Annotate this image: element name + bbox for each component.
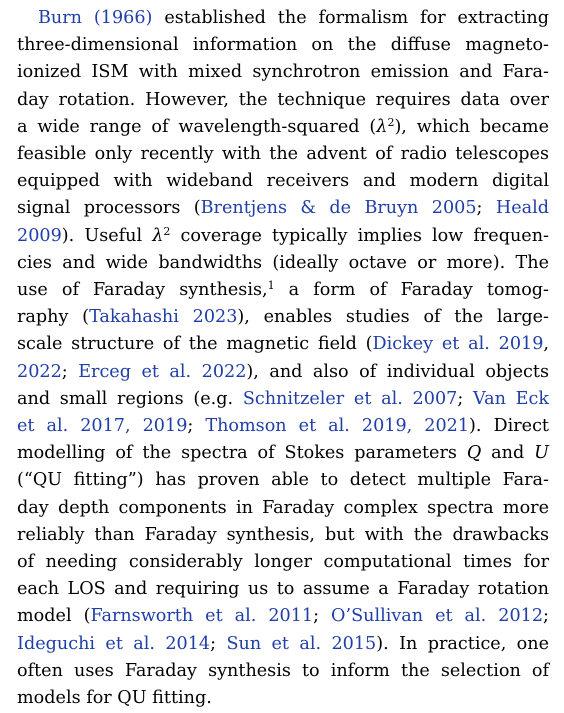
text-run: , <box>543 334 549 355</box>
text-line <box>17 576 549 603</box>
text-line <box>17 413 549 440</box>
text-run: raphy ( <box>17 307 90 328</box>
citation-link[interactable]: O’Sullivan et al. 2012 <box>331 606 544 627</box>
superscript[interactable]: 1 <box>267 278 275 292</box>
text-run: ). Direct <box>469 416 549 436</box>
text-line <box>17 522 549 549</box>
text-line <box>17 59 549 86</box>
citation-link[interactable]: Burn (1966) <box>38 8 153 28</box>
text-line <box>17 32 549 59</box>
text-line <box>17 495 549 522</box>
text-run: coverage typically implies low frequen- <box>170 225 549 246</box>
text-run: modelling of the spectra of Stokes parameters <box>17 443 467 464</box>
text-run: ; <box>543 606 549 627</box>
text-run: (“QU fitting”) has proven able to detect multiple Fara- <box>17 470 549 491</box>
text-line <box>17 114 549 141</box>
text-run: three-dimensional information on the diffuse magneto- <box>17 35 549 56</box>
citation-link[interactable]: Sun et al. 2015 <box>226 633 377 654</box>
text-line <box>17 685 549 712</box>
text-run: each LOS and requiring us to assume a Faraday rotation <box>17 579 549 600</box>
text-line <box>17 467 549 494</box>
text-run: ), and also of individual objects <box>246 361 549 382</box>
text-line <box>17 631 549 658</box>
text-line <box>17 304 549 331</box>
text-run: ), which became <box>394 116 549 137</box>
text-run: of needing considerably longer computational times for <box>17 552 549 572</box>
text-line <box>17 223 549 250</box>
text-run: equipped with wideband receivers and modern digital <box>17 171 549 192</box>
text-line <box>17 87 549 114</box>
text-run: use of Faraday synthesis, <box>17 280 268 300</box>
text-run: ; <box>313 606 332 627</box>
citation-link[interactable]: 2022 <box>17 361 62 382</box>
citation-link[interactable]: Takahashi 2023 <box>89 307 238 328</box>
citation-link[interactable]: Farnsworth et al. 2011 <box>90 606 314 627</box>
text-run: ionized ISM with mixed synchrotron emission and Fara- <box>17 62 549 83</box>
math-symbol: Q <box>466 443 482 464</box>
text-run: ). Useful <box>61 225 153 246</box>
text-run: established the formalism for extracting <box>152 8 549 28</box>
citation-link[interactable]: Thomson et al. 2019, 2021 <box>205 416 470 436</box>
text-run: models for QU fitting. <box>17 688 212 708</box>
citation-link[interactable]: Brentjens & de Bruyn 2005 <box>200 198 477 219</box>
text-run: ; <box>61 361 79 382</box>
math-symbol: U <box>534 443 549 464</box>
citation-link[interactable]: Van Eck <box>473 388 549 409</box>
text-line <box>17 440 549 467</box>
text-run: ), enables studies of the large- <box>237 307 550 328</box>
citation-link[interactable]: Schnitzeler et al. 2007 <box>242 388 458 409</box>
text-run: signal processors ( <box>17 198 201 219</box>
citation-link[interactable]: Erceg et al. 2022 <box>78 361 247 382</box>
text-run: and small regions (e.g. <box>17 388 243 409</box>
text-line <box>17 277 549 304</box>
citation-link[interactable]: et al. 2017, 2019 <box>17 416 188 436</box>
text-line <box>17 658 549 685</box>
text-run: model ( <box>17 606 91 627</box>
citation-link[interactable]: Dickey et al. 2019 <box>372 334 544 355</box>
superscript: 2 <box>387 115 395 129</box>
text-line <box>17 549 549 576</box>
text-run: cies and wide bandwidths (ideally octave or more). The <box>17 252 549 273</box>
text-run: ; <box>457 388 473 409</box>
text-run: feasible only recently with the advent of radio telescopes <box>17 144 549 164</box>
text-run: ; <box>210 633 227 654</box>
text-line <box>17 359 549 386</box>
text-run: scale structure of the magnetic field ( <box>17 334 373 355</box>
citation-link[interactable]: Heald <box>495 198 549 219</box>
text-run: a wide range of wavelength-squared ( <box>17 116 377 137</box>
text-run: often uses Faraday synthesis to inform the selection of <box>17 660 549 681</box>
text-line <box>17 250 549 277</box>
text-run: and <box>481 443 535 464</box>
text-line <box>17 195 549 222</box>
citation-link[interactable]: Ideguchi et al. 2014 <box>17 633 211 654</box>
text-line <box>17 331 549 358</box>
text-run: ; <box>476 198 496 219</box>
text-line <box>17 603 549 630</box>
text-run: ). In practice, one <box>376 633 550 654</box>
text-run: day rotation. However, the technique requires data over <box>17 89 549 110</box>
citation-link[interactable]: 2009 <box>17 225 62 246</box>
text-run: ; <box>187 416 206 436</box>
text-line <box>17 168 549 195</box>
text-run: day depth components in Faraday complex spectra more <box>17 497 549 518</box>
math-symbol: λ <box>376 116 388 137</box>
text-line <box>17 386 549 413</box>
superscript: 2 <box>163 224 171 238</box>
math-symbol: λ <box>152 225 164 246</box>
text-run: a form of Faraday tomog- <box>274 280 549 300</box>
text-run: reliably than Faraday synthesis, but with the drawbacks <box>17 524 549 545</box>
text-line <box>38 5 549 32</box>
text-line <box>17 141 549 168</box>
